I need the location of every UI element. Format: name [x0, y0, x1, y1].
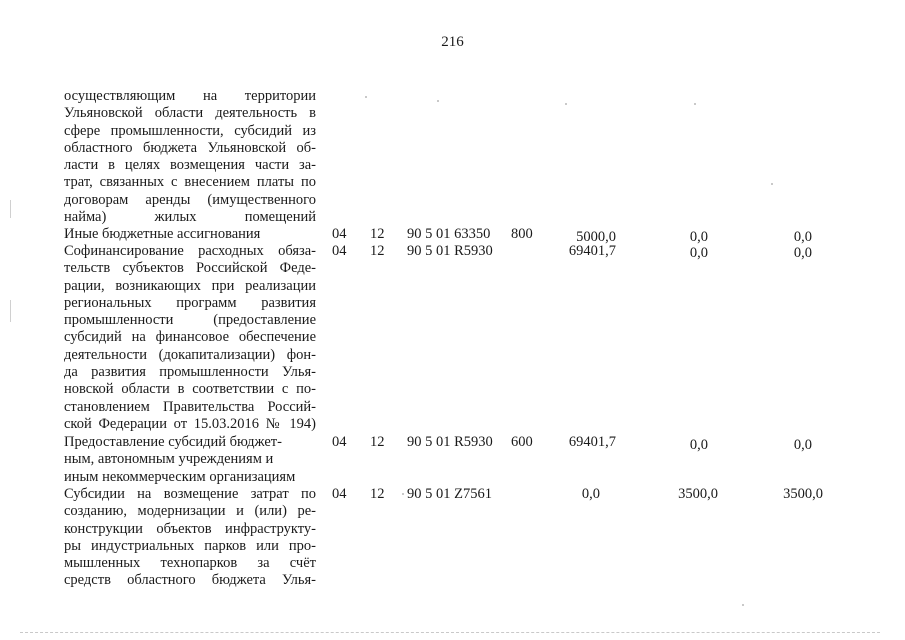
amount-year-1: 69401,7 — [568, 243, 616, 259]
section-code: 04 — [332, 243, 347, 259]
scan-speck — [365, 96, 367, 98]
amount-year-3: 0,0 — [793, 437, 812, 453]
amount-year-2: 0,0 — [689, 229, 708, 245]
section-code: 04 — [332, 434, 347, 450]
scan-edge-mark — [10, 200, 11, 218]
row-description: Предоставление субсидий бюджет- ным, автономным учреждениям и иным некоммерческим организациям — [64, 434, 296, 485]
amount-year-1: 69401,7 — [568, 434, 616, 450]
target-article-code: 90 5 01 63350 — [407, 226, 491, 242]
target-article-code: 90 5 01 R5930 — [407, 434, 493, 450]
scan-speck — [402, 493, 404, 495]
target-article-code: 90 5 01 R5930 — [407, 243, 493, 259]
subsection-code: 12 — [370, 434, 385, 450]
subsection-code: 12 — [370, 486, 385, 502]
scan-speck — [771, 183, 773, 185]
amount-year-1: 5000,0 — [576, 229, 616, 245]
target-article-code: 90 5 01 Z7561 — [407, 486, 492, 502]
subsection-code: 12 — [370, 226, 385, 242]
expense-type-code: 600 — [511, 434, 533, 450]
scan-edge-line — [20, 632, 880, 633]
section-code: 04 — [332, 226, 347, 242]
row-description: Иные бюджетные ассигнования — [64, 226, 261, 242]
amount-year-3: 0,0 — [793, 229, 812, 245]
amount-year-2: 3500,0 — [678, 486, 718, 502]
page-number: 216 — [441, 34, 464, 50]
row-description: Субсидии на возмещение затрат по созданию, модернизации и (или) ре- конструкции объектов инфраструкту- ры индустриальных парков или про- мышленных технопарков за счёт средств областного бюджета Улья- — [64, 486, 316, 589]
subsection-code: 12 — [370, 243, 385, 259]
scan-speck — [694, 103, 696, 105]
amount-year-3: 3500,0 — [783, 486, 823, 502]
scan-speck — [565, 103, 567, 105]
scan-speck — [437, 100, 439, 102]
scan-speck — [742, 604, 744, 606]
amount-year-3: 0,0 — [793, 245, 812, 261]
expense-type-code: 800 — [511, 226, 533, 242]
amount-year-2: 0,0 — [689, 437, 708, 453]
row-description: осуществляющим на территории Ульяновской области деятельность в сфере промышленности, субсидий из областного бюджета Ульяновской об- ласти в целях возмещения части за- трат, связанных с внесением платы по договорам аренды (имущественного найма) жилых помещений — [64, 88, 316, 226]
amount-year-2: 0,0 — [689, 245, 708, 261]
section-code: 04 — [332, 486, 347, 502]
scan-edge-mark — [10, 300, 11, 322]
row-description: Софинансирование расходных обяза- тельств субъектов Российской Феде- рации, возникающих при реализации региональных программ развития промышленности (предоставление субсидий на финансовое обеспечение деятельности (докапитализации) фон- да развития промышленности Улья- новской области в соответствии с по- становлением Правительства Россий- ской Федерации от 15.03.2016 № 194) — [64, 243, 316, 432]
amount-year-1: 0,0 — [581, 486, 600, 502]
